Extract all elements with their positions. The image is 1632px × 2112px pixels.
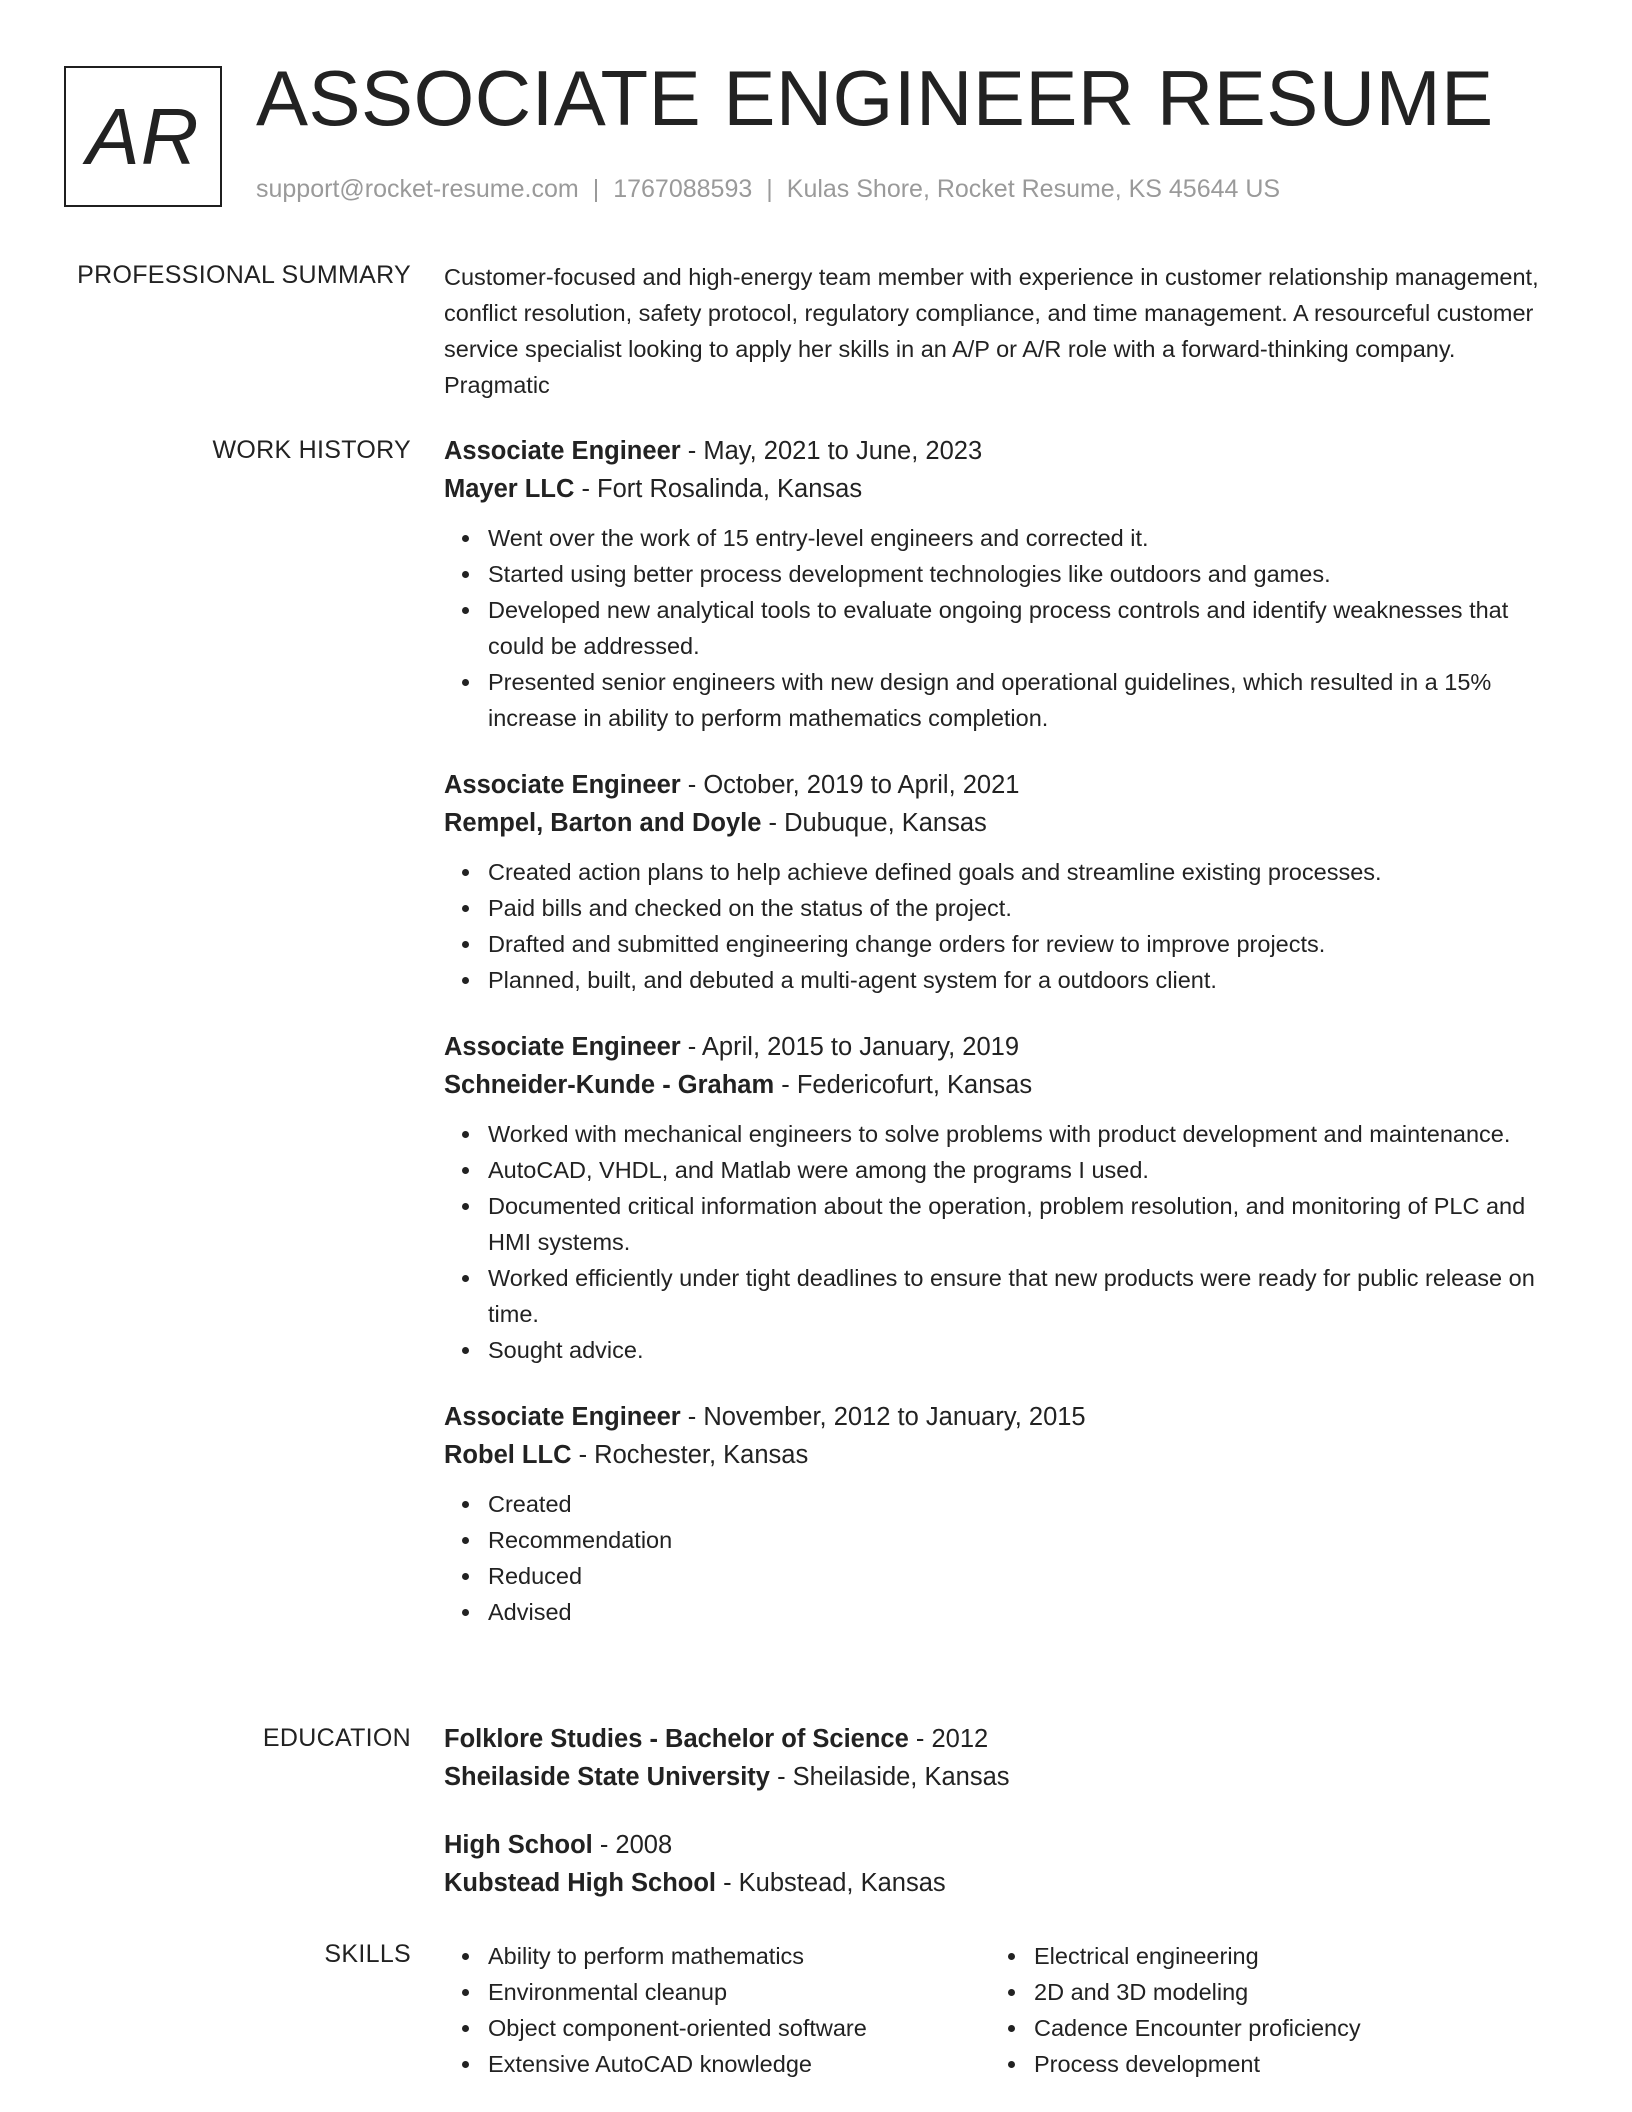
- job-dates: - October, 2019 to April, 2021: [680, 771, 1020, 799]
- summary-body: [444, 259, 1544, 403]
- job-title: Associate Engineer: [444, 1033, 681, 1061]
- section-label-education: EDUCATION: [262, 1724, 411, 1752]
- job-bullets: [444, 520, 1544, 736]
- job-title-line: [444, 766, 1544, 804]
- job-title-line: [444, 1028, 1544, 1066]
- skills-body: [444, 1938, 1544, 2082]
- job-company-line: [444, 1066, 1544, 1104]
- job-location: - Rochester, Kansas: [571, 1441, 809, 1469]
- job-bullet: Went over the work of 15 entry-level engineers and corrected it.: [488, 520, 1544, 556]
- job-bullets: [444, 1116, 1544, 1368]
- monogram-box: [64, 66, 222, 207]
- education-location: - Sheilaside, Kansas: [769, 1763, 1010, 1791]
- education-location: - Kubstead, Kansas: [716, 1869, 946, 1897]
- job-entry: [444, 1398, 1544, 1630]
- job-entry: [444, 766, 1544, 998]
- skill-item: Process development: [1034, 2046, 1510, 2082]
- job-bullet: Presented senior engineers with new design and operational guidelines, which resulted in a 15% increase in ability to perform mathematics completion.: [488, 664, 1544, 736]
- skill-item: Object component-oriented software: [488, 2010, 990, 2046]
- job-location: - Fort Rosalinda, Kansas: [574, 475, 863, 503]
- job-title-line: [444, 1398, 1544, 1436]
- job-company: Robel LLC: [444, 1441, 572, 1469]
- job-bullet: Sought advice.: [488, 1332, 1544, 1368]
- job-location: - Federicofurt, Kansas: [774, 1071, 1033, 1099]
- education-school-line: [444, 1758, 1544, 1796]
- education-degree: High School: [444, 1831, 593, 1859]
- job-entry: [444, 1028, 1544, 1368]
- education-degree-line: [444, 1720, 1544, 1758]
- education-school: Kubstead High School: [444, 1869, 717, 1897]
- job-bullets: [444, 854, 1544, 998]
- job-bullet: Recommendation: [488, 1522, 1544, 1558]
- education-entry: [444, 1826, 1544, 1902]
- section-label-work-history: WORK HISTORY: [212, 436, 411, 464]
- resume-title: ASSOCIATE ENGINEER RESUME: [256, 54, 1494, 142]
- work-history-body: [444, 432, 1544, 1660]
- education-entry: [444, 1720, 1544, 1796]
- job-company-line: [444, 470, 1544, 508]
- contact-address: Kulas Shore, Rocket Resume, KS 45644 US: [786, 175, 1281, 203]
- job-entry: [444, 432, 1544, 736]
- skill-item: Cadence Encounter proficiency: [1034, 2010, 1510, 2046]
- job-bullet: Worked efficiently under tight deadlines to ensure that new products were ready for public release on time.: [488, 1260, 1544, 1332]
- job-dates: - April, 2015 to January, 2019: [680, 1033, 1019, 1061]
- section-label-skills: SKILLS: [324, 1940, 411, 1968]
- job-bullet: Created: [488, 1486, 1544, 1522]
- job-bullet: Drafted and submitted engineering change orders for review to improve projects.: [488, 926, 1544, 962]
- job-company: Mayer LLC: [444, 475, 575, 503]
- skills-list-right: [990, 1938, 1510, 2082]
- job-bullet: Developed new analytical tools to evaluate ongoing process controls and identify weaknesses that could be addressed.: [488, 592, 1544, 664]
- skills-grid: [444, 1938, 1544, 2082]
- education-body: [444, 1720, 1544, 1932]
- skill-item: Electrical engineering: [1034, 1938, 1510, 1974]
- job-location: - Dubuque, Kansas: [761, 809, 987, 837]
- skill-item: Ability to perform mathematics: [488, 1938, 990, 1974]
- skills-list-left: [444, 1938, 990, 2082]
- job-bullet: AutoCAD, VHDL, and Matlab were among the programs I used.: [488, 1152, 1544, 1188]
- skill-item: 2D and 3D modeling: [1034, 1974, 1510, 2010]
- skill-item: Extensive AutoCAD knowledge: [488, 2046, 990, 2082]
- job-bullet: Advised: [488, 1594, 1544, 1630]
- job-bullet: Reduced: [488, 1558, 1544, 1594]
- job-title: Associate Engineer: [444, 1403, 681, 1431]
- job-company: Schneider-Kunde - Graham: [444, 1071, 775, 1099]
- job-company-line: [444, 1436, 1544, 1474]
- contact-phone: 1767088593: [613, 175, 753, 203]
- contact-email: support@rocket-resume.com: [256, 175, 579, 203]
- job-bullet: Planned, built, and debuted a multi-agent system for a outdoors client.: [488, 962, 1544, 998]
- job-bullet: Worked with mechanical engineers to solve problems with product development and maintenance.: [488, 1116, 1544, 1152]
- education-year: - 2012: [908, 1725, 989, 1753]
- job-bullet: Created action plans to help achieve defined goals and streamline existing processes.: [488, 854, 1544, 890]
- job-bullet: Documented critical information about the operation, problem resolution, and monitoring of PLC and HMI systems.: [488, 1188, 1544, 1260]
- summary-text: Customer-focused and high-energy team member with experience in customer relationship management, conflict resolution, safety protocol, regulatory compliance, and time management. A resourceful customer service specialist looking to apply her skills in an A/P or A/R role with a forward-thinking company. Pragmatic: [444, 264, 1539, 398]
- education-year: - 2008: [592, 1831, 673, 1859]
- job-title: Associate Engineer: [444, 437, 681, 465]
- job-company-line: [444, 804, 1544, 842]
- job-bullets: [444, 1486, 1544, 1630]
- job-bullet: Started using better process development technologies like outdoors and games.: [488, 556, 1544, 592]
- education-degree: Folklore Studies - Bachelor of Science: [444, 1725, 909, 1753]
- education-degree-line: [444, 1826, 1544, 1864]
- contact-line: [256, 174, 1280, 204]
- contact-separator: |: [766, 175, 773, 203]
- job-dates: - November, 2012 to January, 2015: [680, 1403, 1086, 1431]
- job-company: Rempel, Barton and Doyle: [444, 809, 762, 837]
- job-bullet: Paid bills and checked on the status of the project.: [488, 890, 1544, 926]
- education-school: Sheilaside State University: [444, 1763, 770, 1791]
- job-title: Associate Engineer: [444, 771, 681, 799]
- monogram-initials: AR: [86, 91, 200, 181]
- job-dates: - May, 2021 to June, 2023: [680, 437, 983, 465]
- job-title-line: [444, 432, 1544, 470]
- education-school-line: [444, 1864, 1544, 1902]
- skill-item: Environmental cleanup: [488, 1974, 990, 2010]
- section-label-summary: PROFESSIONAL SUMMARY: [77, 261, 411, 289]
- contact-separator: |: [592, 175, 600, 203]
